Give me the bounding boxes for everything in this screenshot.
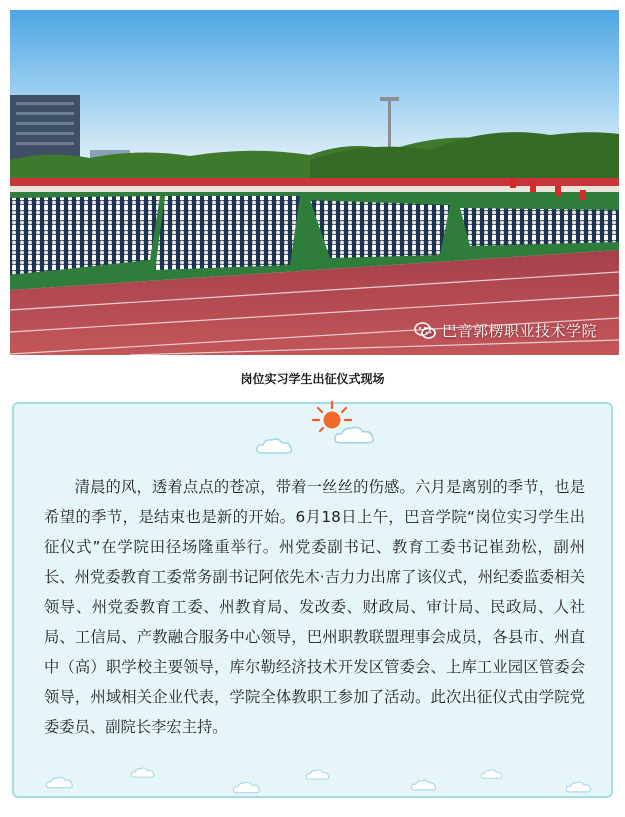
- cloud-icon: [305, 768, 331, 781]
- article-paragraph: 清晨的风，透着点点的苍凉，带着一丝丝的伤感。六月是离别的季节，也是希望的季节，是结束也是新的开始。6月18日上午，巴音学院“岗位实习学生出征仪式”在学院田径场隆重举行。州党委副书记、教育工委书记崔劲松，副州长、州党委教育工委常务副书记阿依先木·吉力力出席了该仪式，州纪委监委相关领导、州党委教育工委、州教育局、发改委、财政局、审计局、民政局、人社局、工信局、产教融合服务中心领导，巴州职教联盟理事会成员，各县市、州直中（高）职学校主要领导，库尔勒经济技术开发区管委会、上库工业园区管委会领导，州域相关企业代表，学院全体教职工参加了活动。此次出征仪式由学院党委委员、副院长李宏主持。: [44, 478, 585, 736]
- cloud-icon: [232, 780, 262, 795]
- cloud-icon: [130, 766, 156, 779]
- ceremony-photo-illustration: [10, 10, 619, 355]
- wechat-icon: [414, 322, 436, 340]
- cloud-icon: [480, 768, 504, 780]
- photo-caption: 岗位实习学生出征仪式现场: [240, 372, 385, 386]
- ceremony-photo: [10, 10, 619, 355]
- watermark-text: 巴音郭楞职业技术学院: [441, 322, 597, 340]
- cloud-icon: [255, 436, 295, 456]
- photo-watermark: [414, 320, 597, 341]
- cloud-icon: [565, 780, 593, 794]
- article-card: [12, 402, 613, 798]
- cloud-icon: [332, 424, 378, 446]
- cloud-icon: [410, 778, 438, 792]
- cloud-icon: [45, 775, 75, 790]
